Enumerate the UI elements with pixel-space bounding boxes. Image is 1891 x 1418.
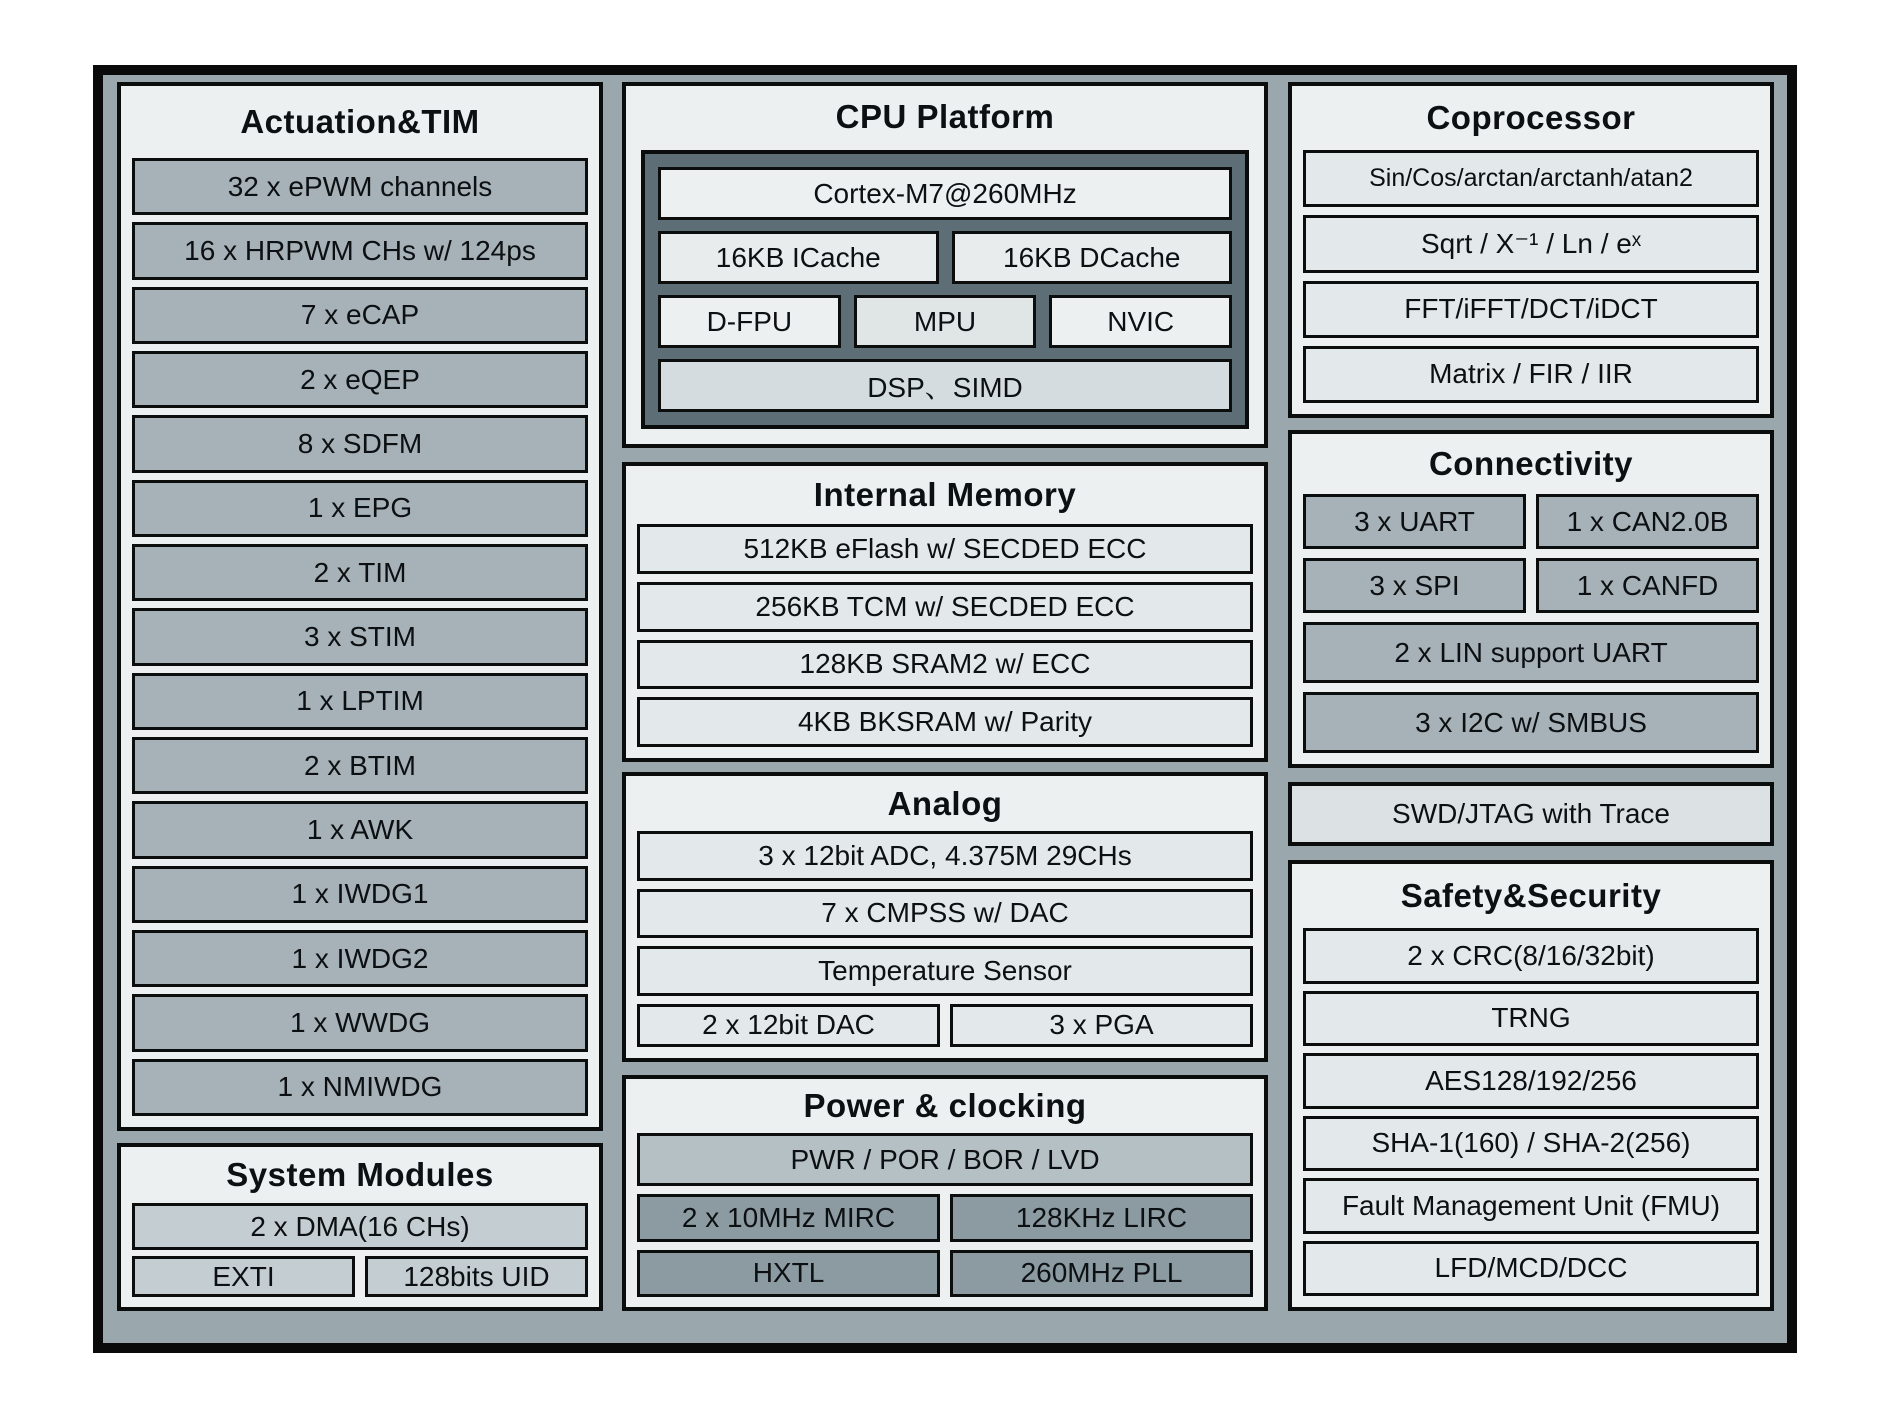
block-tcm: 256KB TCM w/ SECDED ECC bbox=[637, 582, 1253, 632]
section-safety-security bbox=[1288, 860, 1774, 1311]
block-dcache: 16KB DCache bbox=[952, 231, 1233, 284]
section-connectivity bbox=[1288, 430, 1774, 768]
actuation-rows bbox=[121, 158, 599, 1127]
block-sdfm: 8 x SDFM bbox=[132, 415, 588, 472]
block-aes: AES128/192/256 bbox=[1303, 1053, 1759, 1109]
cpu-row-core bbox=[658, 167, 1232, 220]
block-pwr-por-bor-lvd: PWR / POR / BOR / LVD bbox=[637, 1133, 1253, 1186]
block-lirc: 128KHz LIRC bbox=[950, 1194, 1253, 1241]
block-mirc: 2 x 10MHz MIRC bbox=[637, 1194, 940, 1241]
block-pll: 260MHz PLL bbox=[950, 1250, 1253, 1297]
section-power-clocking bbox=[622, 1075, 1268, 1311]
block-stim: 3 x STIM bbox=[132, 608, 588, 665]
section-internal-memory bbox=[622, 462, 1268, 762]
block-uid: 128bits UID bbox=[365, 1256, 588, 1297]
section-system-modules bbox=[117, 1143, 603, 1311]
section-title-safety-security: Safety&Security bbox=[1400, 877, 1662, 914]
block-awk: 1 x AWK bbox=[132, 801, 588, 858]
block-icache: 16KB ICache bbox=[658, 231, 939, 284]
block-sqrt-ln-exp: Sqrt / X⁻¹ / Ln / eˣ bbox=[1303, 215, 1759, 272]
block-tim: 2 x TIM bbox=[132, 544, 588, 601]
cpu-row-caches bbox=[658, 231, 1232, 284]
block-hxtl: HXTL bbox=[637, 1250, 940, 1297]
cpu-row-dsp bbox=[658, 359, 1232, 412]
section-analog bbox=[622, 772, 1268, 1062]
block-nmiwdg: 1 x NMIWDG bbox=[132, 1059, 588, 1116]
block-eflash: 512KB eFlash w/ SECDED ECC bbox=[637, 524, 1253, 574]
block-fmu: Fault Management Unit (FMU) bbox=[1303, 1178, 1759, 1234]
block-exti: EXTI bbox=[132, 1256, 355, 1297]
block-dac: 2 x 12bit DAC bbox=[637, 1004, 940, 1048]
power-split-row-2 bbox=[637, 1250, 1253, 1297]
block-cortex-m7: Cortex-M7@260MHz bbox=[658, 167, 1232, 220]
analog-rows bbox=[626, 831, 1264, 1058]
block-bksram: 4KB BKSRAM w/ Parity bbox=[637, 697, 1253, 747]
block-cmpss: 7 x CMPSS w/ DAC bbox=[637, 889, 1253, 939]
block-lfd-mcd-dcc: LFD/MCD/DCC bbox=[1303, 1241, 1759, 1297]
coprocessor-rows bbox=[1292, 150, 1770, 414]
block-dsp-simd: DSP、SIMD bbox=[658, 359, 1232, 412]
system-modules-rows bbox=[121, 1203, 599, 1307]
block-canfd: 1 x CANFD bbox=[1536, 558, 1759, 613]
block-swd-jtag-trace: SWD/JTAG with Trace bbox=[1288, 782, 1774, 846]
block-epg: 1 x EPG bbox=[132, 480, 588, 537]
safety-rows bbox=[1292, 928, 1770, 1307]
block-crc: 2 x CRC(8/16/32bit) bbox=[1303, 928, 1759, 984]
block-lptim: 1 x LPTIM bbox=[132, 673, 588, 730]
cpu-core-container bbox=[641, 150, 1249, 429]
power-rows bbox=[626, 1133, 1264, 1307]
connectivity-split-row-1 bbox=[1303, 494, 1759, 549]
block-ecap: 7 x eCAP bbox=[132, 287, 588, 344]
block-sha: SHA-1(160) / SHA-2(256) bbox=[1303, 1116, 1759, 1172]
section-title-connectivity: Connectivity bbox=[1428, 445, 1634, 482]
block-trng: TRNG bbox=[1303, 991, 1759, 1047]
block-i2c-smbus: 3 x I2C w/ SMBUS bbox=[1303, 692, 1759, 753]
section-title-internal-memory: Internal Memory bbox=[813, 476, 1077, 513]
block-eqep: 2 x eQEP bbox=[132, 351, 588, 408]
block-epwm-channels: 32 x ePWM channels bbox=[132, 158, 588, 215]
block-fft-dct: FFT/iFFT/DCT/iDCT bbox=[1303, 281, 1759, 338]
block-pga: 3 x PGA bbox=[950, 1004, 1253, 1048]
section-title-cpu-platform: CPU Platform bbox=[835, 98, 1055, 135]
cpu-row-units bbox=[658, 295, 1232, 348]
internal-memory-rows bbox=[626, 524, 1264, 758]
section-title-system-modules: System Modules bbox=[226, 1156, 494, 1193]
block-lin-uart: 2 x LIN support UART bbox=[1303, 622, 1759, 683]
block-spi: 3 x SPI bbox=[1303, 558, 1526, 613]
section-title-coprocessor: Coprocessor bbox=[1426, 99, 1636, 136]
block-can20b: 1 x CAN2.0B bbox=[1536, 494, 1759, 549]
block-iwdg1: 1 x IWDG1 bbox=[132, 866, 588, 923]
connectivity-split-row-2 bbox=[1303, 558, 1759, 613]
section-actuation-tim bbox=[117, 82, 603, 1131]
block-adc: 3 x 12bit ADC, 4.375M 29CHs bbox=[637, 831, 1253, 881]
block-dfpu: D-FPU bbox=[658, 295, 841, 348]
connectivity-rows bbox=[1292, 494, 1770, 764]
section-title-actuation: Actuation&TIM bbox=[240, 103, 480, 140]
block-hrpwm: 16 x HRPWM CHs w/ 124ps bbox=[132, 222, 588, 279]
block-matrix-fir-iir: Matrix / FIR / IIR bbox=[1303, 346, 1759, 403]
block-dma: 2 x DMA(16 CHs) bbox=[132, 1203, 588, 1250]
block-sram2: 128KB SRAM2 w/ ECC bbox=[637, 640, 1253, 690]
block-temp-sensor: Temperature Sensor bbox=[637, 946, 1253, 996]
section-title-power-clocking: Power & clocking bbox=[803, 1087, 1087, 1124]
block-mpu: MPU bbox=[854, 295, 1037, 348]
power-split-row-1 bbox=[637, 1194, 1253, 1241]
section-title-analog: Analog bbox=[887, 784, 1003, 822]
block-trig-functions: Sin/Cos/arctan/arctanh/atan2 bbox=[1303, 150, 1759, 207]
system-modules-split-row bbox=[132, 1256, 588, 1297]
block-btim: 2 x BTIM bbox=[132, 737, 588, 794]
analog-split-row bbox=[637, 1004, 1253, 1048]
block-iwdg2: 1 x IWDG2 bbox=[132, 930, 588, 987]
mcu-block-diagram bbox=[93, 65, 1797, 1353]
block-nvic: NVIC bbox=[1049, 295, 1232, 348]
section-coprocessor bbox=[1288, 82, 1774, 418]
section-cpu-platform bbox=[622, 82, 1268, 448]
block-uart: 3 x UART bbox=[1303, 494, 1526, 549]
block-wwdg: 1 x WWDG bbox=[132, 994, 588, 1051]
